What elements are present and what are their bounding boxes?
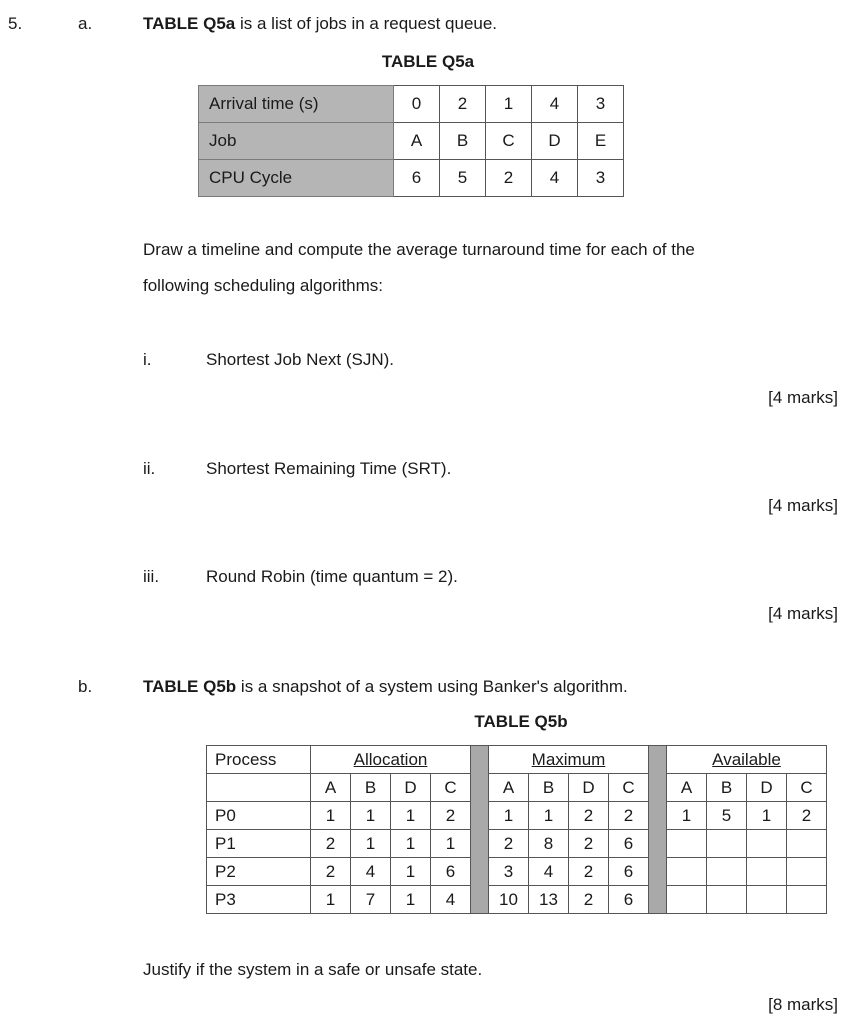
table-cell [707,830,747,858]
table-cell: D [532,123,578,160]
table-cell: 1 [431,830,471,858]
table-cell: 1 [489,802,529,830]
table-cell [707,886,747,914]
table-cell: 6 [394,160,440,197]
group-header-maximum: Maximum [489,746,649,774]
table-cell [747,858,787,886]
table-header-row [207,746,827,774]
marks-label: [4 marks] [768,496,838,515]
table-row [199,160,624,197]
table-cell: 2 [486,160,532,197]
table-cell: 2 [431,802,471,830]
table-cell: 2 [609,802,649,830]
table-cell [707,858,747,886]
subpart-text: Shortest Job Next (SJN). [206,350,395,369]
table-row [207,830,827,858]
table-cell: 4 [431,886,471,914]
table-row [199,123,624,160]
table-cell: 7 [351,886,391,914]
subpart-label: ii. [143,459,156,478]
table-cell: B [440,123,486,160]
part-a-intro [143,14,497,34]
table-cell: 1 [391,858,431,886]
table-cell: A [394,123,440,160]
table-cell [667,830,707,858]
process-cell: P2 [207,858,311,886]
table-cell: 6 [431,858,471,886]
process-cell: P1 [207,830,311,858]
part-a-table-ref: TABLE Q5a [143,14,236,33]
subpart-label: iii. [143,567,160,586]
table-cell: 1 [667,802,707,830]
column-separator [649,746,667,914]
table-cell: 10 [489,886,529,914]
table-cell: 5 [707,802,747,830]
table-cell [747,886,787,914]
table-cell: 6 [609,830,649,858]
column-separator [471,746,489,914]
group-header-allocation: Allocation [311,746,471,774]
table-cell: 1 [391,886,431,914]
table-cell: 1 [747,802,787,830]
question-number: 5. [8,14,23,33]
table-cell: 1 [351,802,391,830]
table-cell: 1 [311,802,351,830]
process-header: Process [207,746,311,774]
part-b-intro-text: is a snapshot of a system using Banker's algorithm. [236,677,628,696]
resource-header: A [489,774,529,802]
table-cell [787,858,827,886]
process-cell: P0 [207,802,311,830]
table-cell: 1 [311,886,351,914]
table-subheader-row [207,774,827,802]
resource-header: A [667,774,707,802]
table-cell: 3 [578,86,624,123]
table-cell: 2 [569,886,609,914]
table-row [207,858,827,886]
table-cell: 6 [609,858,649,886]
part-b-intro [143,677,628,697]
table-cell: E [578,123,624,160]
table-row [207,886,827,914]
table-cell: 2 [569,830,609,858]
table-cell [787,886,827,914]
marks-label: [8 marks] [768,995,838,1014]
resource-header: C [431,774,471,802]
table-cell [667,886,707,914]
table-cell [667,858,707,886]
table-cell: 2 [489,830,529,858]
resource-header: A [311,774,351,802]
part-b-instruction: Justify if the system in a safe or unsafe state. [143,960,483,979]
resource-header: B [351,774,391,802]
table-q5b [206,745,827,914]
process-cell: P3 [207,886,311,914]
subpart-text: Round Robin (time quantum = 2). [206,567,458,586]
marks-label: [4 marks] [768,604,838,623]
resource-header: C [609,774,649,802]
table-cell [747,830,787,858]
subpart-text: Shortest Remaining Time (SRT). [206,459,452,478]
row-header: CPU Cycle [199,160,394,197]
table-cell: 1 [351,830,391,858]
table-cell: 4 [532,86,578,123]
resource-header: C [787,774,827,802]
part-a-intro-text: is a list of jobs in a request queue. [235,14,498,33]
table-q5a [198,85,624,197]
table-cell: 1 [391,830,431,858]
table-cell: 5 [440,160,486,197]
table-cell: 2 [440,86,486,123]
table-cell: 4 [529,858,569,886]
table-cell: 2 [311,830,351,858]
resource-header: B [707,774,747,802]
row-header: Job [199,123,394,160]
table-cell: 4 [532,160,578,197]
table-cell: 3 [489,858,529,886]
resource-header: D [569,774,609,802]
part-a-label: a. [78,14,93,33]
subpart-label: i. [143,350,152,369]
table-cell: 0 [394,86,440,123]
marks-label: [4 marks] [768,388,838,407]
table-cell: 1 [391,802,431,830]
table-cell: 2 [569,858,609,886]
table-cell: 2 [787,802,827,830]
table-cell: 13 [529,886,569,914]
table-cell: 1 [486,86,532,123]
resource-header: D [747,774,787,802]
table-cell: 1 [529,802,569,830]
instruction-line-1: Draw a timeline and compute the average turnaround time for each of the [143,240,695,259]
table-row [199,86,624,123]
table-q5a-title: TABLE Q5a [381,52,475,71]
part-b-label: b. [78,677,93,696]
table-cell: C [486,123,532,160]
table-row [207,802,827,830]
part-b-table-ref: TABLE Q5b [143,677,237,696]
table-cell: 8 [529,830,569,858]
table-cell [207,774,311,802]
table-cell: 6 [609,886,649,914]
table-cell [787,830,827,858]
instruction-line-2: following scheduling algorithms: [143,276,384,295]
table-cell: 2 [569,802,609,830]
table-cell: 3 [578,160,624,197]
table-q5b-title: TABLE Q5b [474,712,568,731]
table-cell: 2 [311,858,351,886]
table-cell: 4 [351,858,391,886]
resource-header: D [391,774,431,802]
resource-header: B [529,774,569,802]
group-header-available: Available [667,746,827,774]
row-header: Arrival time (s) [199,86,394,123]
